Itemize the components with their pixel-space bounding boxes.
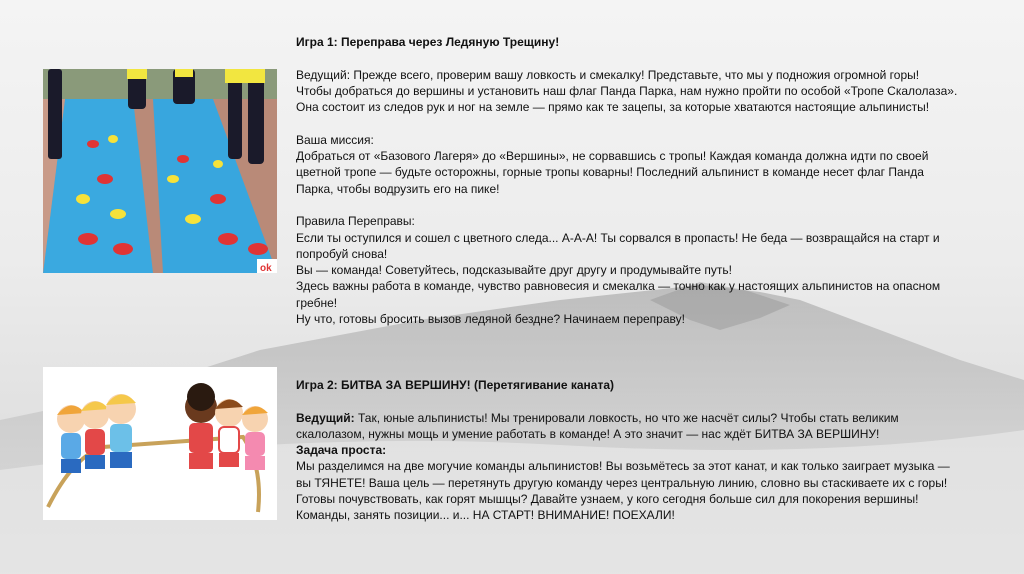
- game1-rules-line: Если ты оступился и сошел с цветного следа... А-А-А! Ты сорвался в пропасть! Не беда — возвращайся на старт и: [296, 230, 940, 245]
- game1-rules-heading: Правила Переправы:: [296, 214, 415, 229]
- game1-rules-line: Вы — команда! Советуйтесь, подсказывайте друг другу и продумывайте путь!: [296, 263, 732, 278]
- game2-host-line: [296, 410, 996, 426]
- game1-rules-line: гребне!: [296, 295, 338, 310]
- game2-host-label: Ведущий:: [296, 410, 355, 425]
- game2-host-text: Так, юные альпинисты! Мы тренировали ловкость, но что же насчёт силы? Чтобы стать великим: [354, 410, 899, 425]
- game1-mission-line: Добраться от «Базового Лагеря» до «Вершины», не сорвавшись с тропы! Каждая команда должна идти по своей: [296, 149, 929, 164]
- game1-intro-line: Чтобы добраться до вершины и установить наш флаг Панда Парка, нам нужно пройти по особой «Тропе Скалолаза».: [296, 83, 958, 98]
- game2-title: Игра 2: БИТВА ЗА ВЕРШИНУ! (Перетягивание каната): [296, 378, 615, 392]
- footprint-path-photo: [43, 69, 277, 273]
- game2-host-line: скалолазом, нужны мощь и умение работать в команде! А это значит — нас ждёт БИТВА ЗА ВЕРШИНУ!: [296, 426, 880, 441]
- game1-mission-line: Парка, чтобы водрузить его на пике!: [296, 181, 500, 196]
- game2-task-line: Мы разделимся на две могучие команды альпинистов! Вы возьмётесь за этот канат, и как только заиграет музыка —: [296, 459, 950, 474]
- game2-task-heading: Задача проста:: [296, 443, 387, 458]
- game2-task-line: Готовы почувствовать, как горят мышцы? Давайте узнаем, у кого сегодня больше сил для покорения вершины!: [296, 492, 919, 507]
- game1-rules-line: Ну что, готовы бросить вызов ледяной бездне? Начинаем переправу!: [296, 312, 685, 327]
- game1-rules-line: попробуй снова!: [296, 246, 388, 261]
- game2-task-line: вы ТЯНЕТЕ! Ваша цель — перетянуть другую команду через центральную линию, словно вы стаскиваете их с горы!: [296, 475, 948, 490]
- photo-corner-text: ok: [260, 263, 272, 273]
- game1-text-block: [296, 34, 996, 327]
- game1-intro-line: Она состоит из следов рук и ног на земле — прямо как те зацепы, за которые хватаются настоящие альпинисты!: [296, 100, 930, 115]
- game1-mission-heading: Ваша миссия:: [296, 132, 374, 147]
- game1-mission-line: цветной тропе — будьте осторожны, горные тропы коварны! Последний альпинист в команде несет флаг Панда: [296, 165, 924, 180]
- game1-rules-line: Здесь важны работа в команде, чувство равновесия и смекалка — точно как у настоящих альпинистов на опасном: [296, 279, 941, 294]
- game1-intro-line: Ведущий: Прежде всего, проверим вашу ловкость и смекалку! Представьте, что мы у подножия огромной горы!: [296, 67, 920, 82]
- game1-title: Игра 1: Переправа через Ледяную Трещину!: [296, 35, 560, 49]
- game2-task-line: Команды, занять позиции... и... НА СТАРТ! ВНИМАНИЕ! ПОЕХАЛИ!: [296, 508, 675, 523]
- tug-of-war-cartoon: [43, 367, 277, 520]
- game2-text-block: [296, 377, 996, 524]
